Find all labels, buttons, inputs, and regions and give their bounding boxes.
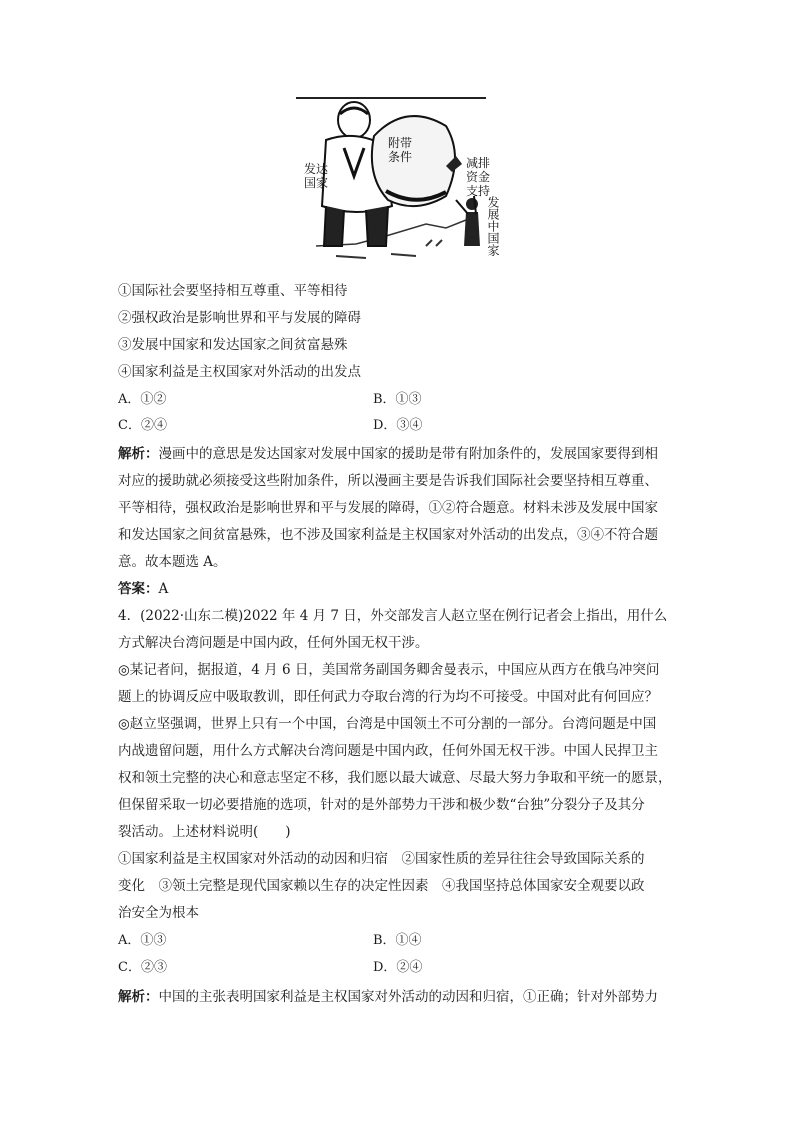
label-funds-2: 资金 — [466, 170, 491, 184]
q4-option-d: D．②④ — [373, 960, 423, 975]
q4-stem-line-5: ◎赵立坚强调，世界上只有一个中国，台湾是中国领土不可分割的一部分。台湾问题是中国 — [118, 716, 657, 732]
q3-analysis-line-3: 平等相待，强权政治是影响世界和平与发展的障碍，①②符合题意。材料未涉及发展中国家 — [118, 500, 658, 516]
label-conditions — [388, 136, 412, 164]
q4-analysis-label: 解析： — [118, 989, 159, 1005]
q3-analysis-line-2: 对应的援助就必须接受这些附加条件，所以漫画主要是告诉我们国际社会要坚持相互尊重、 — [118, 473, 658, 489]
label-funds-1: 减排 — [466, 156, 491, 170]
q3-option-d: D．③④ — [373, 418, 423, 433]
q4-option-a: A．①③ — [118, 933, 167, 948]
q3-analysis-text-1: 漫画中的意思是发达国家对发展中国家的援助是带有附加条件的，发展国家要得到相 — [158, 446, 658, 462]
q4-statement-line-3: 治安全为根本 — [118, 905, 199, 921]
q4-option-c: C．②③ — [118, 960, 167, 975]
label-developed-line1: 发达 — [304, 162, 329, 176]
q4-stem-line-7: 权和领土完整的决心和意志坚定不移，我们愿以最大诚意、尽最大努力争取和平统一的愿景， — [118, 770, 672, 786]
q4-stem-line-8: 但保留采取一切必要措施的选项，针对的是外部势力干涉和极少数“台独”分裂分子及其分 — [118, 797, 645, 813]
q3-option-b: B．①③ — [373, 392, 422, 407]
q3-statement-2: ②强权政治是影响世界和平与发展的障碍 — [118, 310, 361, 326]
label-developing-country: 发展中国家 — [486, 196, 500, 256]
q4-option-b: B．①④ — [373, 933, 422, 948]
cartoon-figure — [296, 96, 506, 266]
label-funds — [466, 156, 490, 198]
q4-stem-line-3: ◎某记者问，据报道，4 月 6 日，美国常务副国务卿舍曼表示，中国应从西方在俄乌冲突问 — [118, 662, 660, 678]
label-conditions-1: 附带 — [388, 136, 413, 150]
q4-stem-line-6: 内战遗留问题，用什么方式解决台湾问题是中国内政，任何外国无权干涉。中国人民捍卫主 — [118, 743, 658, 759]
label-funds-3: 支持 — [466, 184, 491, 198]
q3-analysis-line-5: 意。故本题选 A。 — [118, 554, 227, 570]
q3-answer — [118, 580, 168, 598]
q3-analysis-line-4: 和发达国家之间贫富悬殊，也不涉及国家利益是主权国家对外活动的出发点，③④不符合题 — [118, 527, 658, 543]
q3-analysis-label: 解析： — [118, 446, 159, 462]
q4-stem-line-9: 裂活动。上述材料说明( ) — [118, 824, 291, 840]
label-developed-country — [304, 162, 328, 190]
q3-statement-4: ④国家利益是主权国家对外活动的出发点 — [118, 364, 361, 380]
q3-answer-value: A — [158, 581, 169, 597]
q4-stem-line-4: 题上的协调反应中吸取教训，即任何武力夺取台湾的行为均不可接受。中国对此有何回应？ — [118, 689, 658, 705]
q4-statement-line-1: ①国家利益是主权国家对外活动的动因和归宿 ②国家性质的差异往往会导致国际关系的 — [118, 851, 645, 867]
label-developed-line2: 国家 — [304, 176, 329, 190]
q3-answer-label: 答案： — [118, 581, 159, 597]
q4-analysis-text: 中国的主张表明国家利益是主权国家对外活动的动因和归宿，①正确；针对外部势力 — [158, 989, 658, 1005]
q4-statement-line-2: 变化 ③领土完整是现代国家赖以生存的决定性因素 ④我国坚持总体国家安全观要以政 — [118, 878, 645, 894]
q4-analysis-line-1 — [118, 988, 658, 1006]
q3-option-a: A．①② — [118, 392, 167, 407]
q3-statement-1: ①国际社会要坚持相互尊重、平等相待 — [118, 283, 348, 299]
q3-analysis-line-1 — [118, 445, 658, 463]
label-conditions-2: 条件 — [388, 150, 413, 164]
q4-stem-line-1: 4．(2022·山东二模)2022 年 4 月 7 日，外交部发言人赵立坚在例行记者会上指出，用什么 — [118, 608, 668, 624]
q4-stem-line-2: 方式解决台湾问题是中国内政，任何外国无权干涉。 — [118, 635, 429, 651]
q3-statement-3: ③发展中国家和发达国家之间贫富悬殊 — [118, 337, 348, 353]
q3-option-c: C．②④ — [118, 418, 167, 433]
